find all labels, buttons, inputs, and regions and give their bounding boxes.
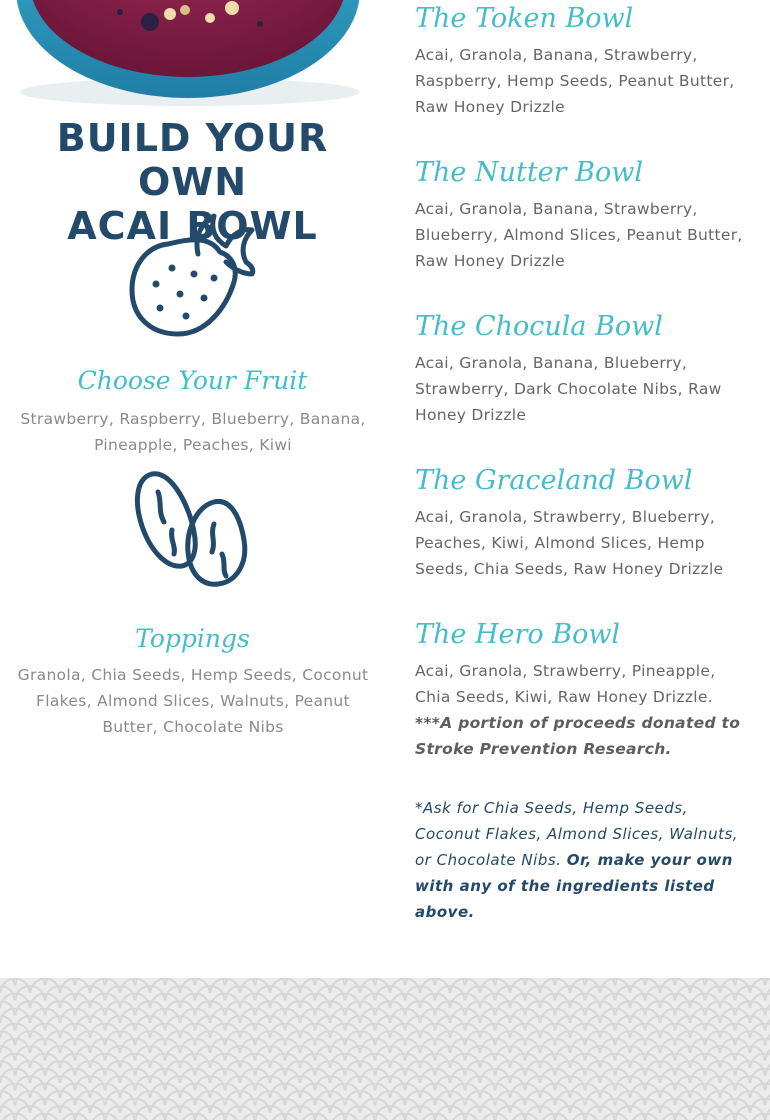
bowl-ingredients: Acai, Granola, Banana, Strawberry, Raspberry, Hemp Seeds, Peanut Butter, Raw Honey Drizzle	[415, 46, 735, 116]
almonds-icon	[132, 468, 252, 596]
scale-pattern-footer	[0, 978, 770, 1120]
fruit-heading: Choose Your Fruit	[77, 366, 308, 395]
footnote	[415, 795, 745, 925]
bowl-name: The Graceland Bowl	[415, 465, 693, 496]
toppings-list: Granola, Chia Seeds, Hemp Seeds, Coconut Flakes, Almond Slices, Walnuts, Peanut Butter, Chocolate Nibs	[17, 666, 369, 736]
bowl-ingredients: Acai, Granola, Strawberry, Blueberry, Peaches, Kiwi, Almond Slices, Hemp Seeds, Chia Seeds, Raw Honey Drizzle	[415, 508, 724, 578]
footnote-make-your-own: Or, make your own with any of the ingredients listed above.	[415, 851, 733, 921]
donation-note: ***A portion of proceeds donated to Stroke Prevention Research.	[415, 714, 741, 758]
bowl-name: The Hero Bowl	[415, 619, 621, 650]
footnote-ask: *Ask for Chia Seeds, Hemp Seeds, Coconut Flakes, Almond Slices, Walnuts, or Chocolate Nibs.	[415, 799, 739, 869]
bowl-name: The Token Bowl	[415, 3, 634, 34]
bowl-ingredients-text: Acai, Granola, Strawberry, Pineapple, Chia Seeds, Kiwi, Raw Honey Drizzle.	[415, 662, 716, 706]
bowl-ingredients: Acai, Granola, Banana, Strawberry, Blueberry, Almond Slices, Peanut Butter, Raw Honey Drizzle	[415, 200, 743, 270]
fruit-list: Strawberry, Raspberry, Blueberry, Banana, Pineapple, Peaches, Kiwi	[20, 410, 366, 454]
bowl-name: The Nutter Bowl	[415, 157, 643, 188]
bowl-item-hero	[415, 618, 745, 762]
bowl-item-chocula	[415, 310, 745, 428]
bowl-item-token	[415, 2, 745, 120]
toppings-heading: Toppings	[135, 624, 250, 653]
bowl-name: The Chocula Bowl	[415, 311, 663, 342]
acai-bowl-photo	[0, 0, 385, 110]
bowl-item-nutter	[415, 156, 745, 274]
page-title-line2: ACAI BOWL	[67, 204, 318, 248]
bowl-item-graceland	[415, 464, 745, 582]
page-title-line1: BUILD YOUR OWN	[56, 116, 329, 204]
strawberry-icon	[128, 212, 258, 344]
bowl-ingredients: Acai, Granola, Banana, Blueberry, Strawberry, Dark Chocolate Nibs, Raw Honey Drizzle	[415, 354, 722, 424]
bowl-ingredients	[415, 658, 745, 762]
